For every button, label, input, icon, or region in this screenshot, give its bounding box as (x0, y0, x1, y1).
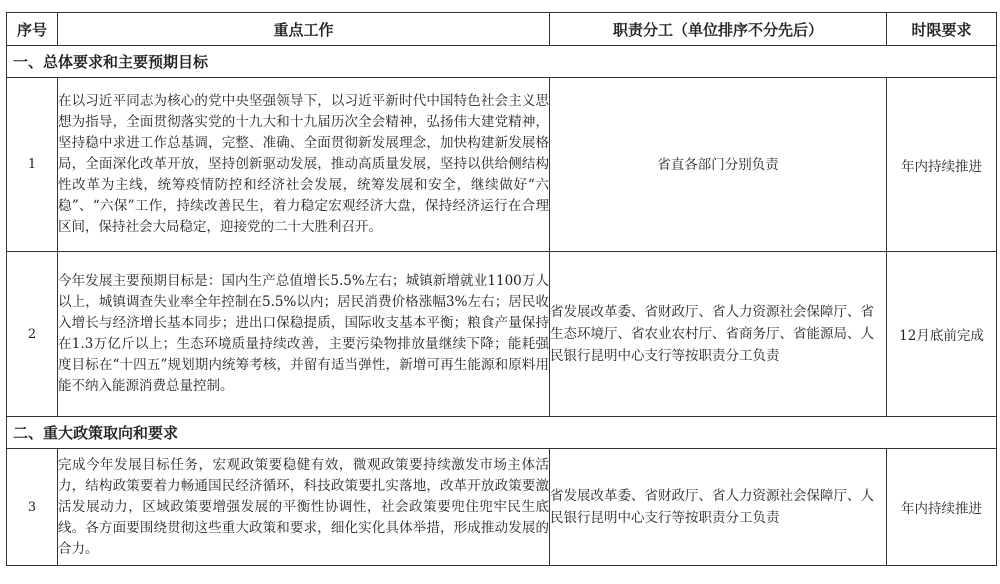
row-deadline: 年内持续推进 (887, 78, 997, 252)
row-task: 在以习近平同志为核心的党中央坚强领导下，以习近平新时代中国特色社会主义思想为指导，全面贯彻落实党的十九大和十九届历次全会精神，弘扬伟大建党精神，坚持稳中求进工作总基调，完整、准确、全面贯彻新发展理念，加快构建新发展格局，全面深化改革开放，坚持创新驱动发展，推动高质量发展，坚持以供给侧结构性改革为主线，统筹疫情防控和经济社会发展，统筹发展和安全，继续做好“六稳”、“六保”工作，持续改善民生，着力稳定宏观经济大盘，保持经济运行在合理区间，保持社会大局稳定，迎接党的二十大胜利召开。 (58, 78, 550, 252)
row-task: 完成今年发展目标任务，宏观政策要稳健有效，微观政策要持续激发市场主体活力，结构政策要着力畅通国民经济循环，科技政策要扎实落地，改革开放政策要激活发展动力，区域政策要增强发展的平衡性协调性，社会政策要兜住兜牢民生底线。各方面要围绕贯彻这些重大政策和要求，细化实化具体举措，形成推动发展的合力。 (58, 449, 550, 566)
section-title: 二、重大政策取向和要求 (7, 417, 997, 449)
header-deadline: 时限要求 (887, 13, 997, 46)
section-row (7, 417, 997, 449)
row-no: 3 (7, 449, 58, 566)
task-table (6, 12, 997, 566)
row-deadline: 年内持续推进 (887, 449, 997, 566)
row-task: 今年发展主要预期目标是：国内生产总值增长5.5%左右；城镇新增就业1100万人以上，城镇调查失业率全年控制在5.5%以内；居民消费价格涨幅3%左右；居民收入增长与经济增长基本同步；进出口保稳提质，国际收支基本平衡；粮食产量保持在1.3万亿斤以上；生态环境质量持续改善，主要污染物排放量继续下降；能耗强度目标在“十四五”规划期内统筹考核，并留有适当弹性，新增可再生能源和原料用能不纳入能源消费总量控制。 (58, 252, 550, 417)
table-row (7, 449, 997, 566)
table-header-row (7, 13, 997, 46)
table-row (7, 78, 997, 252)
header-no: 序号 (7, 13, 58, 46)
row-duty: 省发展改革委、省财政厅、省人力资源社会保障厅、省生态环境厅、省农业农村厅、省商务厅、省能源局、人民银行昆明中心支行等按职责分工负责 (550, 252, 887, 417)
header-task: 重点工作 (58, 13, 550, 46)
row-duty: 省直各部门分别负责 (550, 78, 887, 252)
section-title: 一、总体要求和主要预期目标 (7, 46, 997, 78)
table-row (7, 252, 997, 417)
row-deadline: 12月底前完成 (887, 252, 997, 417)
row-duty: 省发展改革委、省财政厅、省人力资源社会保障厅、人民银行昆明中心支行等按职责分工负责 (550, 449, 887, 566)
row-no: 2 (7, 252, 58, 417)
header-duty: 职责分工（单位排序不分先后） (550, 13, 887, 46)
section-row (7, 46, 997, 78)
row-no: 1 (7, 78, 58, 252)
